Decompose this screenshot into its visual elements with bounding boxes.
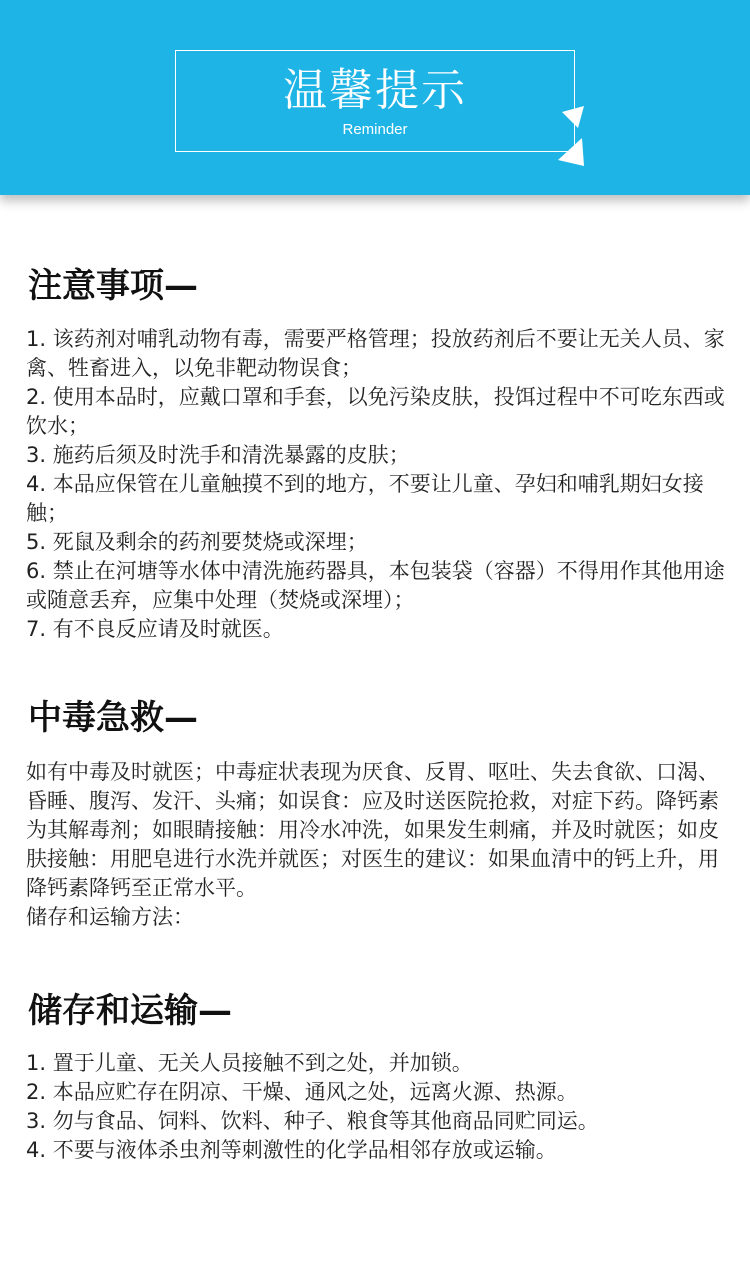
list-item: 3. 施药后须及时洗手和清洗暴露的皮肤； — [26, 443, 410, 467]
list-item: 7. 有不良反应请及时就医。 — [26, 617, 284, 641]
white-triangles-icon — [552, 106, 586, 166]
page-title: 温馨提示 — [283, 65, 467, 116]
list-item: 1. 置于儿童、无关人员接触不到之处，并加锁。 — [26, 1051, 473, 1075]
section-body-first-aid — [26, 758, 738, 932]
paragraph: 如有中毒及时就医；中毒症状表现为厌食、反胃、呕吐、失去食欲、口渴、昏睡、腹泻、发汗、头痛；如误食：应及时送医院抢救，对症下药。降钙素为其解毒剂；如眼睛接触：用冷水冲洗，如果发生刺痛，并及时就医；如皮肤接触：用肥皂进行水洗并就医；对医生的建议：如果血清中的钙上升，用降钙素降钙至正常水平。 — [26, 760, 719, 900]
list-item: 2. 使用本品时，应戴口罩和手套，以免污染皮肤，投饵过程中不可吃东西或饮水； — [26, 385, 725, 438]
list-item: 5. 死鼠及剩余的药剂要焚烧或深埋； — [26, 530, 368, 554]
section-title-first-aid: 中毒急救— — [28, 698, 198, 738]
list-item: 3. 勿与食品、饲料、饮料、种子、粮食等其他商品同贮同运。 — [26, 1109, 599, 1133]
list-item: 4. 本品应保管在儿童触摸不到的地方，不要让儿童、孕妇和哺乳期妇女接触； — [26, 472, 704, 525]
section-title-precautions: 注意事项— — [28, 266, 198, 306]
section-body-storage — [26, 1049, 738, 1165]
list-item: 1. 该药剂对哺乳动物有毒，需要严格管理；投放药剂后不要让无关人员、家禽、牲畜进入，以免非靶动物误食； — [26, 327, 725, 380]
header-banner — [0, 0, 750, 195]
section-body-precautions — [26, 325, 738, 644]
list-item: 6. 禁止在河塘等水体中清洗施药器具，本包装袋（容器）不得用作其他用途或随意丢弃，应集中处理（焚烧或深埋）； — [26, 559, 725, 612]
list-item: 4. 不要与液体杀虫剂等刺激性的化学品相邻存放或运输。 — [26, 1138, 557, 1162]
page-subtitle: Reminder — [342, 121, 408, 138]
section-title-storage: 储存和运输— — [28, 991, 232, 1031]
list-item: 2. 本品应贮存在阴凉、干燥、通风之处，远离火源、热源。 — [26, 1080, 578, 1104]
title-frame — [175, 50, 575, 152]
paragraph: 储存和运输方法： — [26, 905, 194, 929]
